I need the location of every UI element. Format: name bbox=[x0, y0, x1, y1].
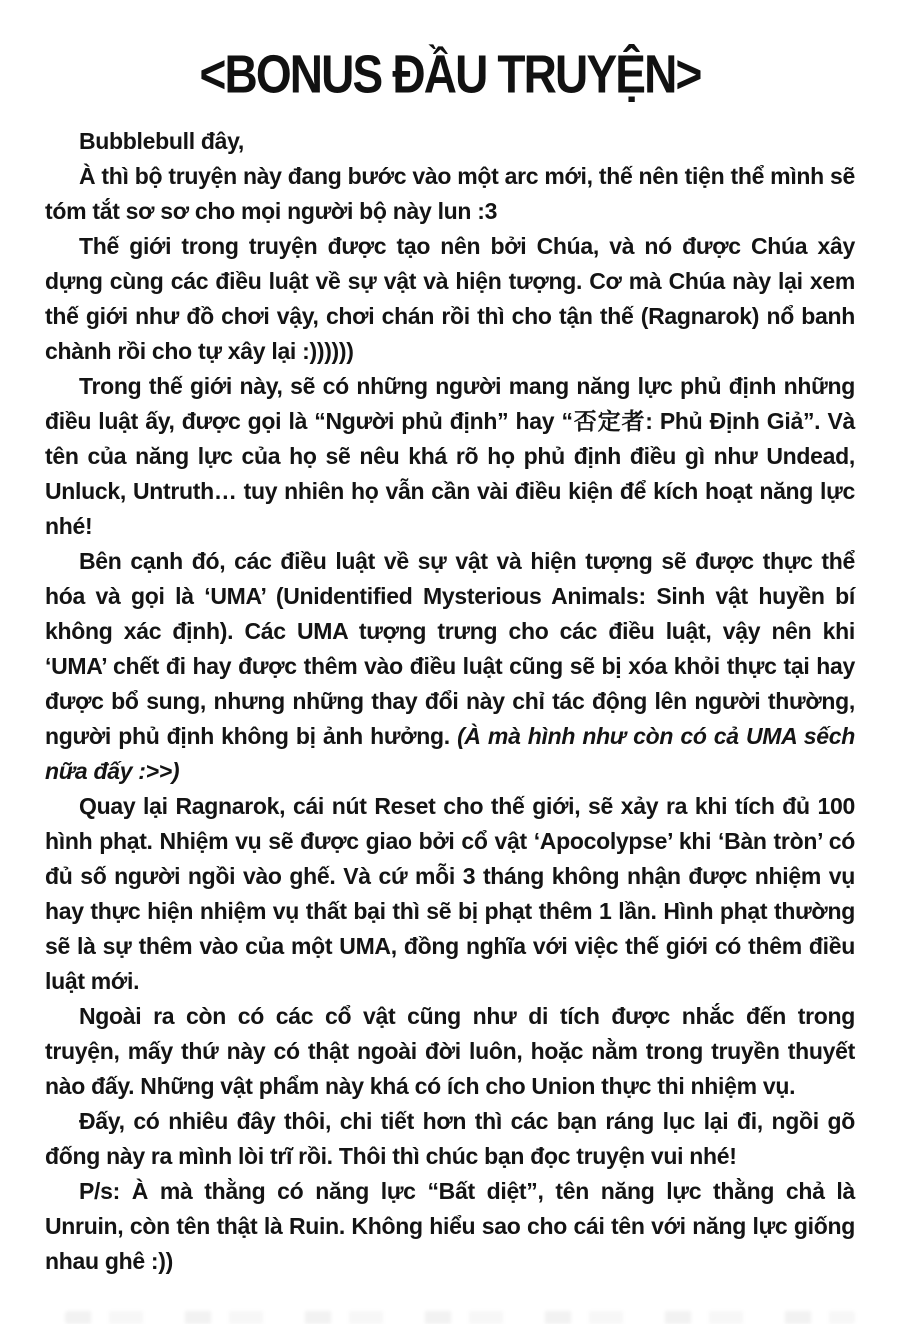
body-paragraph-uma-main: Bên cạnh đó, các điều luật về sự vật và hiện tượng sẽ được thực thể hóa và gọi là ‘UMA’ (Unidentified Mysterious Animals: Sinh vật huyền bí không xác định). Các UMA tượng trưng cho các điều luật, vậy nên khi ‘UMA’ chết đi hay được thêm vào điều luật cũng sẽ bị xóa khỏi thực tại hay được bổ sung, nhưng những thay đổi này chỉ tác động lên người thường, người phủ định không bị ảnh hưởng. bbox=[45, 548, 855, 749]
body-paragraph-intro: À thì bộ truyện này đang bước vào một arc mới, thế nên tiện thể mình sẽ tóm tắt sơ sơ cho mọi người bộ này lun :3 bbox=[45, 163, 855, 224]
body-paragraph-greeting: Bubblebull đây, bbox=[79, 128, 245, 154]
body-paragraph-negators: Trong thế giới này, sẽ có những người mang năng lực phủ định những điều luật ấy, được gọi là “Người phủ định” hay “否定者: Phủ Định Giả”. Và tên của năng lực của họ sẽ nêu khá rõ họ phủ định điều gì như Undead, Unluck, Untruth… tuy nhiên họ vẫn cần vài điều kiện để kích hoạt năng lực nhé! bbox=[45, 373, 855, 539]
body-paragraph-uma-aside: (À mà hình như còn có cả UMA sếch nữa đấy :>>) bbox=[45, 723, 855, 784]
body-paragraph-closing: Đấy, có nhiêu đây thôi, chi tiết hơn thì các bạn ráng lục lại đi, ngồi gõ đống này ra mình lòi trĩ rồi. Thôi thì chúc bạn đọc truyện vui nhé! bbox=[45, 1108, 855, 1169]
body-text-block bbox=[45, 124, 855, 1279]
body-paragraph-uma bbox=[45, 544, 855, 789]
page-title: <BONUS ĐẦU TRUYỆN> bbox=[199, 44, 701, 105]
faded-bottom-text-remnant bbox=[65, 1311, 855, 1324]
body-paragraph-world: Thế giới trong truyện được tạo nên bởi Chúa, và nó được Chúa xây dựng cùng các điều luật về sự vật và hiện tượng. Cơ mà Chúa này lại xem thế giới như đồ chơi vậy, chơi chán rồi thì cho tận thế (Ragnarok) nổ banh chành rồi cho tự xây lại :)))))) bbox=[45, 233, 855, 364]
postscript-paragraph: P/s: À mà thằng có năng lực “Bất diệt”, tên năng lực thằng chả là Unruin, còn tên thật là Ruin. Không hiểu sao cho cái tên với năng lực giống nhau ghê :)) bbox=[45, 1178, 855, 1274]
body-paragraph-ragnarok: Quay lại Ragnarok, cái nút Reset cho thế giới, sẽ xảy ra khi tích đủ 100 hình phạt. Nhiệm vụ sẽ được giao bởi cổ vật ‘Apocolypse’ khi ‘Bàn tròn’ có đủ số người ngồi vào ghế. Và cứ mỗi 3 tháng không nhận được nhiệm vụ hay thực hiện nhiệm vụ thất bại thì sẽ bị phạt thêm 1 lần. Hình phạt thường sẽ là sự thêm vào của một UMA, đồng nghĩa với việc thế giới có thêm điều luật mới. bbox=[45, 793, 855, 994]
body-paragraph-artifacts: Ngoài ra còn có các cổ vật cũng như di tích được nhắc đến trong truyện, mấy thứ này có thật ngoài đời luôn, hoặc nằm trong truyền thuyết nào đấy. Những vật phẩm này khá có ích cho Union thực thi nhiệm vụ. bbox=[45, 1003, 855, 1099]
